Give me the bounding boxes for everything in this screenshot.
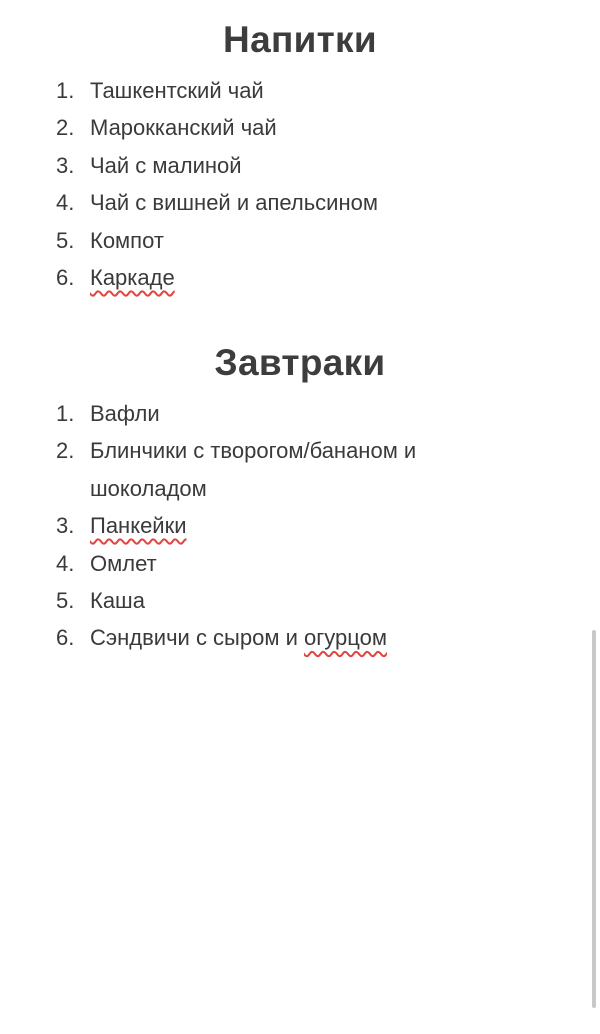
- list-item: [0, 395, 600, 432]
- section-title-breakfast: Завтраки: [214, 342, 386, 383]
- list-item-number: 2.: [56, 438, 75, 464]
- list-item-number: 6.: [56, 625, 75, 651]
- list-item-text: Каша: [90, 588, 145, 614]
- list-item-text: [90, 619, 530, 656]
- list-item-text: Блинчики с творогом/бананом и шоколадом: [90, 438, 417, 501]
- list-item-text: Компот: [90, 227, 164, 253]
- list-item-text: Вафли: [90, 401, 160, 426]
- list-item-number: 6.: [56, 265, 75, 291]
- vertical-scrollbar[interactable]: [592, 630, 596, 1008]
- list-item-number: 1.: [56, 401, 75, 426]
- drinks-list: [0, 72, 600, 296]
- list-item-number: 4.: [56, 190, 75, 216]
- list-item: [0, 109, 600, 146]
- section-title-drinks: Напитки: [223, 19, 377, 60]
- list-item-number: 4.: [56, 550, 75, 576]
- list-item: [0, 507, 600, 544]
- list-item: [0, 259, 600, 296]
- spellcheck-flagged-word[interactable]: Панкейки: [90, 513, 187, 539]
- list-item: [0, 582, 600, 619]
- list-item: [0, 432, 600, 507]
- breakfast-list: [0, 395, 600, 657]
- list-item-text: Омлет: [90, 550, 157, 576]
- list-item-number: 3.: [56, 513, 75, 539]
- list-item-text: Чай с малиной: [90, 152, 242, 178]
- list-item-text: Ташкентский чай: [90, 78, 264, 103]
- list-item: [0, 147, 600, 184]
- section-drinks: [0, 18, 600, 291]
- list-item-text: Марокканский чай: [90, 115, 277, 141]
- list-item: [0, 545, 600, 582]
- list-item-text: Чай с вишней и апельсином: [90, 190, 378, 216]
- list-item-number: 2.: [56, 115, 75, 141]
- list-item-number: 1.: [56, 78, 75, 103]
- spellcheck-flagged-word[interactable]: Каркаде: [90, 265, 175, 291]
- list-item-text-plain: Сэндвичи с сыром и: [90, 625, 304, 651]
- list-item-number: 3.: [56, 152, 75, 178]
- list-item: [0, 184, 600, 221]
- spellcheck-flagged-word[interactable]: огурцом: [303, 625, 387, 651]
- list-item: [0, 72, 600, 109]
- list-item: [0, 222, 600, 259]
- list-item-number: 5.: [56, 588, 75, 614]
- list-item-text: [90, 259, 530, 296]
- list-item-number: 5.: [56, 227, 75, 253]
- section-breakfast: [0, 341, 600, 651]
- list-item: [0, 619, 600, 656]
- list-item-text: [90, 507, 530, 544]
